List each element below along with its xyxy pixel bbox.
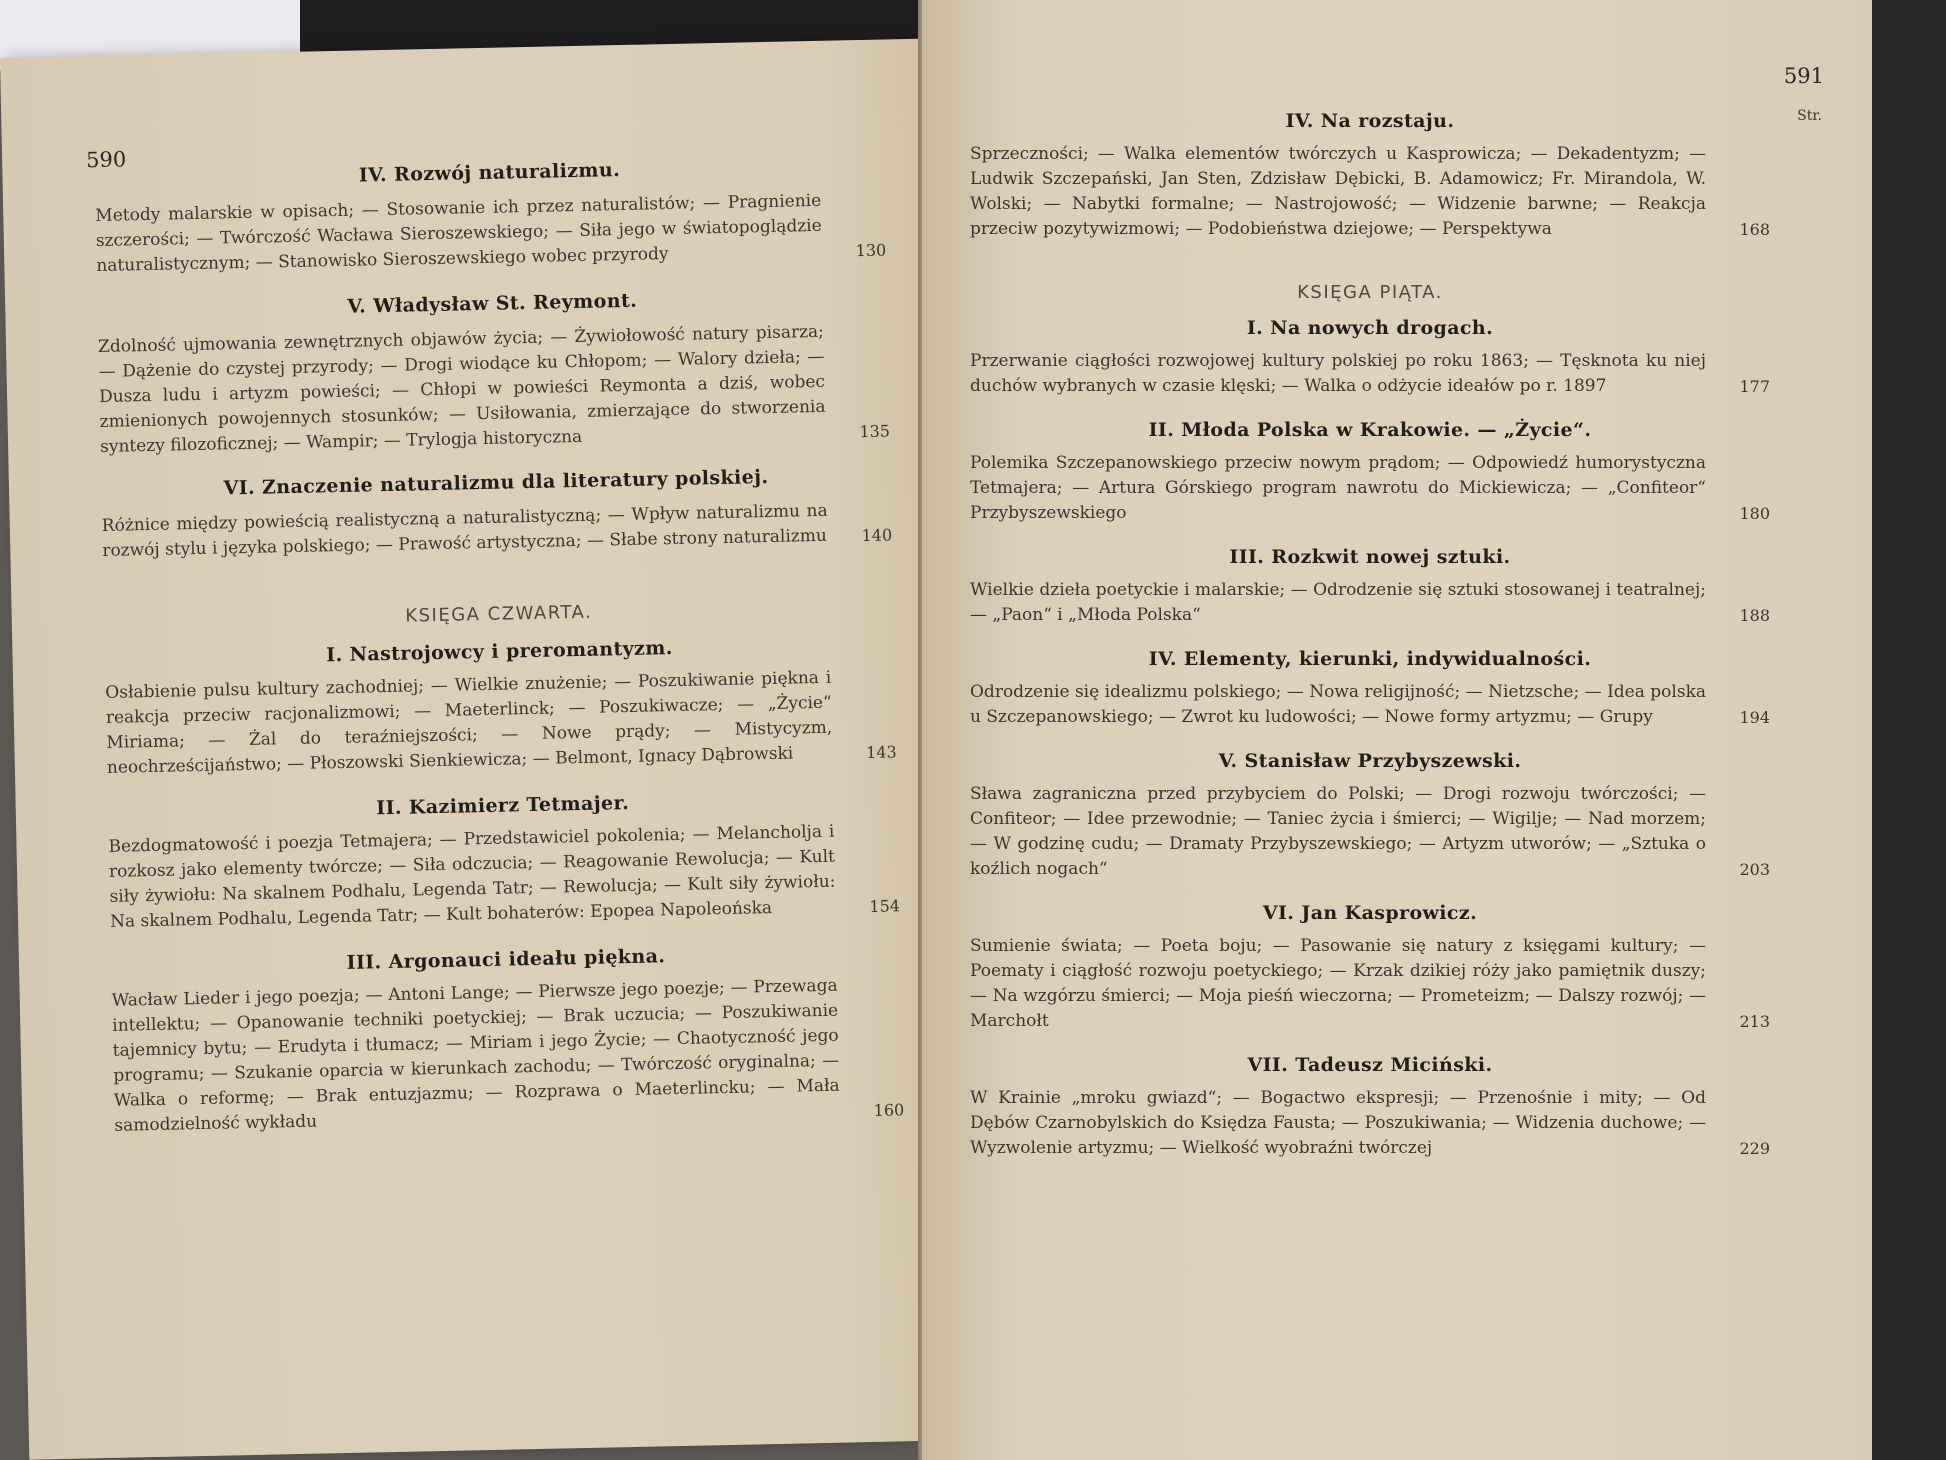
toc-entry — [970, 934, 1770, 1034]
toc-section — [970, 546, 1770, 628]
toc-entry — [108, 818, 900, 935]
entry-page-number: 130 — [855, 240, 887, 261]
toc-section — [111, 940, 905, 1139]
entry-text: Odrodzenie się idealizmu polskiego; — Nowa religijność; — Nietzsche; — Idea polska u Szczepanowskiego; — Zwrot ku ludowości; — Nowe formy artyzmu; — Grupy — [970, 682, 1706, 727]
section-heading: I. Na nowych drogach. — [1246, 317, 1494, 339]
book-heading: KSIĘGA CZWARTA. — [405, 601, 593, 627]
entry-page-number: 143 — [865, 742, 897, 763]
section-heading: I. Nastrojowcy i preromantyzm. — [326, 637, 674, 667]
page-number: 591 — [1783, 64, 1824, 88]
toc-section — [970, 419, 1770, 526]
toc-entry — [970, 349, 1770, 399]
toc-section — [104, 632, 897, 781]
toc-section — [970, 750, 1770, 882]
entry-page-number: 177 — [1739, 377, 1770, 396]
section-heading: IV. Na rozstaju. — [1285, 110, 1455, 132]
section-heading: IV. Elementy, kierunki, indywidualności. — [1148, 648, 1592, 670]
entry-text: Bezdogmatowość i poezja Tetmajera; — Przedstawiciel pokolenia; — Melancholja i rozkosz jako elementy twórcze; — Siła odczucia; — Reagowanie Rewolucja; — Kult siły żywiołu: Na skalnem Podhalu, Legenda Tatr; — Rewolucja; — Kult siły żywiołu: Na skalnem Podhalu, Legenda Tatr; — Kult bohaterów: Epopea Napoleońska — [108, 821, 836, 932]
right-page-content — [970, 62, 1824, 1161]
section-heading: VI. Znaczenie naturalizmu dla literatury polskiej. — [223, 466, 769, 500]
toc-entry — [98, 318, 890, 460]
toc-section — [97, 284, 890, 460]
entry-page-number: 168 — [1739, 220, 1770, 239]
toc-section — [970, 648, 1770, 730]
section-heading: II. Młoda Polska w Krakowie. — „Życie“. — [1148, 419, 1592, 441]
entry-page-number: 213 — [1739, 1012, 1770, 1031]
background-edge — [1870, 0, 1946, 1460]
toc-entry — [970, 142, 1770, 242]
entry-text: Sława zagraniczna przed przybyciem do Polski; — Drogi rozwoju twórczości; — Confiteor; — Idee przewodnie; — Taniec życia i śmierci; — Wigilje; — Nad morzem; — W godzinę cudu; — Dramaty Przybyszewskiego; — Artyzm utworów; — „Sztuka o koźlich nogach“ — [970, 784, 1706, 879]
entry-page-number: 140 — [861, 525, 893, 546]
section-heading: II. Kazimierz Tetmajer. — [376, 791, 630, 820]
toc-entry — [970, 578, 1770, 628]
toc-section — [94, 154, 886, 280]
book-heading: KSIĘGA PIĄTA. — [1297, 282, 1443, 303]
section-heading: III. Rozkwit nowej sztuki. — [1229, 546, 1511, 568]
toc-entry — [970, 451, 1770, 526]
section-heading: VII. Tadeusz Miciński. — [1247, 1054, 1493, 1076]
section-heading: V. Władysław St. Reymont. — [347, 289, 638, 318]
entry-text: Wielkie dzieła poetyckie i malarskie; — Odrodzenie się sztuki stosowanej i teatralnej; — „Paon“ i „Młoda Polska“ — [970, 580, 1706, 625]
toc-entry — [970, 782, 1770, 882]
page-number: 590 — [85, 147, 127, 173]
entry-page-number: 180 — [1739, 504, 1770, 523]
section-heading: V. Stanisław Przybyszewski. — [1218, 750, 1522, 772]
entry-text: Różnice między powieścią realistyczną a naturalistyczną; — Wpływ naturalizmu na rozwój stylu i języka polskiego; — Prawość artystyczna; — Słabe strony naturalizmu — [101, 500, 828, 561]
entry-text: Przerwanie ciągłości rozwojowej kultury polskiej po roku 1863; — Tęsknota ku niej duchów wybranych w czasie klęski; — Walka o odżycie ideałów po r. 1897 — [970, 351, 1706, 396]
page-column-label: Str. — [1797, 108, 1822, 124]
left-page — [0, 38, 989, 1460]
entry-page-number: 194 — [1739, 708, 1770, 727]
toc-entry — [95, 187, 886, 279]
entry-text: Metody malarskie w opisach; — Stosowanie ich przez naturalistów; — Pragnienie szczerości; — Twórczość Wacława Sieroszewskiego; — Siła jego w światopoglądzie naturalistycznym; — Stanowisko Sieroszewskiego wobec przyrody — [95, 190, 822, 277]
entry-text: W Krainie „mroku gwiazd“; — Bogactwo ekspresji; — Przenośnie i mity; — Od Dębów Czarnobylskich do Księdza Fausta; — Poszukiwania; — Widzenia duchowe; — Wyzwolenie artyzmu; — Wielkość wyobraźni twórczej — [970, 1088, 1706, 1158]
entry-page-number: 160 — [873, 1100, 905, 1120]
entry-text: Osłabienie pulsu kultury zachodniej; — Wielkie znużenie; — Poszukiwanie piękna i reakcja przeciw racjonalizmowi; — Maeterlinck; — Poszukiwacze; — „Życie“ Miriama; — Żal do teraźniejszości; — Nowe prądy; — Mistycyzm, neochrześcijaństwo; — Płoszowski Sienkiewicza; — Belmont, Ignacy Dąbrowski — [105, 667, 833, 778]
toc-section — [970, 110, 1770, 242]
entry-page-number: 154 — [869, 896, 901, 916]
right-page — [922, 0, 1872, 1460]
toc-section — [970, 902, 1770, 1034]
entry-text: Sprzeczności; — Walka elementów twórczych u Kasprowicza; — Dekadentyzm; — Ludwik Szczepański, Jan Sten, Zdzisław Dębicki, B. Adamowicz; Fr. Mirandola, W. Wolski; — Nabytki formalne; — Nastrojowość; — Widzenie barwne; — Reakcja przeciw pozytywizmowi; — Podobieństwa dziejowe; — Perspektywa — [970, 144, 1706, 239]
toc-section — [970, 1054, 1770, 1161]
entry-text: Wacław Lieder i jego poezja; — Antoni Lange; — Pierwsze jego poezje; — Przewaga intellektu; — Opanowanie techniki poetyckiej; — Brak uczucia; — Poszukiwanie tajemnicy bytu; — Erudyta i tłumacz; — Miriam i jego Życie; — Chaotyczność jego programu; — Szukanie oparcia w kierunkach zachodu; — Twórczość oryginalna; — Walka o reformę; — Brak entuzjazmu; — Rozprawa o Maeterlincku; — Mała samodzielność wykładu — [111, 975, 840, 1136]
entry-page-number: 135 — [859, 421, 891, 442]
section-heading: VI. Jan Kasprowicz. — [1262, 902, 1478, 924]
entry-text: Zdolność ujmowania zewnętrznych objawów życia; — Żywiołowość natury pisarza; — Dążenie do czystej przyrody; — Drogi wiodące ku Chłopom; — Walory dzieła; — Dusza ludu i artyzm powieści; — Chłopi w powieści Reymonta a dziś, wobec zmienionych powojennych stosunków; — Usiłowania, zmierzające do stworzenia syntezy filozoficznej; — Wampir; — Trylogja historyczna — [97, 321, 826, 457]
section-heading: III. Argonauci ideału piękna. — [346, 945, 666, 974]
toc-entry — [105, 664, 897, 781]
toc-section — [101, 463, 893, 564]
toc-entry — [970, 1086, 1770, 1161]
toc-entry — [112, 972, 905, 1139]
toc-entry — [102, 497, 893, 564]
toc-entry — [970, 680, 1770, 730]
section-heading: IV. Rozwój naturalizmu. — [358, 159, 621, 187]
toc-section — [108, 786, 901, 935]
entry-text: Sumienie świata; — Poeta boju; — Pasowanie się natury z księgami kultury; — Poematy i ciągłość rozwoju poetyckiego; — Krzak dzikiej róży jako pamiętnik duszy; — Na wzgórzu śmierci; — Moja pieśń wieczorna; — Prometeizm; — Dalszy rozwój; — Marchołt — [970, 936, 1706, 1031]
entry-text: Polemika Szczepanowskiego przeciw nowym prądom; — Odpowiedź humorystyczna Tetmajera; — Artura Górskiego program nawrotu do Mickiewicza; — „Confiteor“ Przybyszewskiego — [970, 453, 1706, 523]
entry-page-number: 203 — [1739, 860, 1770, 879]
left-page-content — [85, 120, 905, 1139]
toc-section — [970, 317, 1770, 399]
entry-page-number: 188 — [1739, 606, 1770, 625]
entry-page-number: 229 — [1739, 1139, 1770, 1158]
